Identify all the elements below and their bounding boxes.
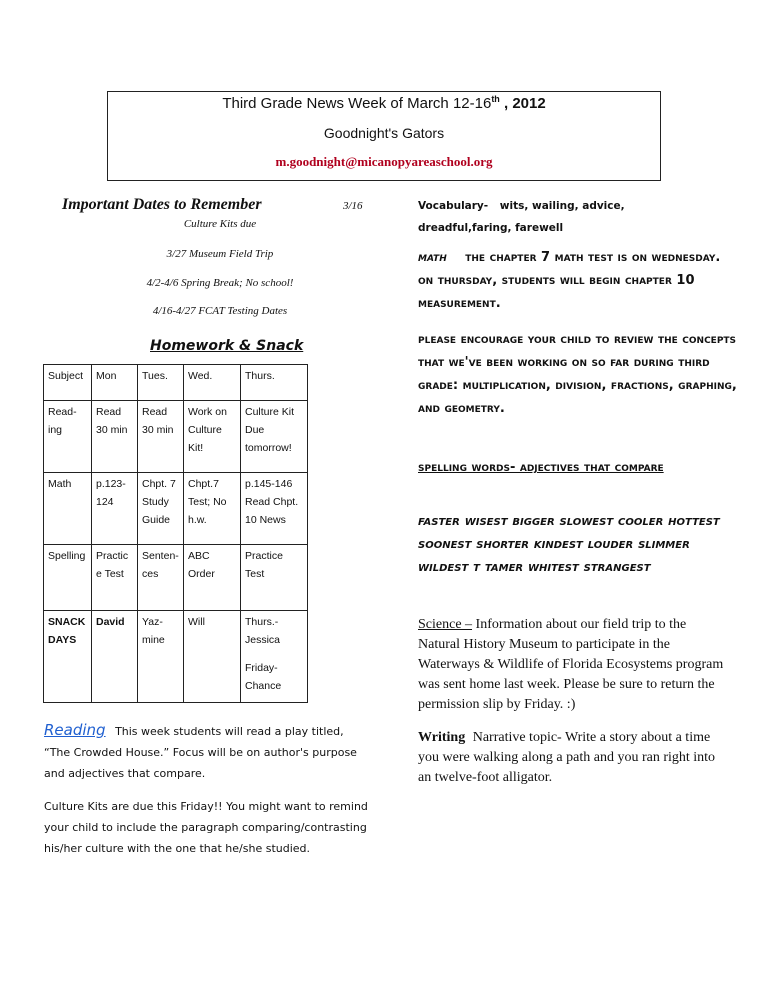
writing-label: Writing [418,730,466,745]
date-item-spring-break: 4/2-4/6 Spring Break; No school! [146,277,294,289]
vocabulary-label: Vocabulary- [418,200,489,212]
snack-thursday: Thurs.- Jessica [245,616,281,646]
table-cell: Read 30 min [138,401,184,473]
table-cell: Yaz-mine [138,611,184,703]
table-cell: p.123-124 [92,473,138,545]
table-row [44,401,308,473]
science-label: Science – [418,617,473,632]
table-cell: Practice Test [241,545,308,611]
date-item-culture-kits: Culture Kits due [183,218,257,230]
table-cell: SNACK DAYS [44,611,92,703]
snack-friday: Friday- Chance [245,662,282,692]
title-superscript: th [491,94,500,104]
table-cell: p.145-146 Read Chpt. 10 News [241,473,308,545]
teacher-email[interactable]: m.goodnight@micanopyareaschool.org [275,154,493,169]
table-row [44,545,308,611]
date-item-fcat: 4/16-4/27 FCAT Testing Dates [152,305,288,317]
table-row [44,473,308,545]
math-text: the chapter 7 math test is on wednesday. on thursday, students will begin chapter 10 measurement. [418,250,721,311]
encourage-paragraph: please encourage your child to review the concepts that we've been working on so far during third grade: multiplication, division, fractions, graphing, and geometry. [418,332,737,416]
homework-table [43,364,308,703]
math-label: math [418,250,447,265]
table-cell: David [92,611,138,703]
header-cell: Wed. [184,365,241,401]
spelling-title: spelling words- adjectives that compare [418,460,664,475]
title-year: , 2012 [499,95,546,112]
table-cell: Work on Culture Kit! [184,401,241,473]
newsletter-title [108,94,660,112]
table-cell: Senten-ces [138,545,184,611]
header-cell: Tues. [138,365,184,401]
reading-label: Reading [44,721,106,739]
table-cell: Culture Kit Due tomorrow! [241,401,308,473]
table-cell: ABC Order [184,545,241,611]
vocabulary-words: wits, wailing, advice, dreadful,faring, farewell [418,200,625,234]
math-section [418,246,738,315]
table-cell: Chpt. 7 Study Guide [138,473,184,545]
reading-section [44,720,364,784]
header-cell: Thurs. [241,365,308,401]
newsletter-header [107,91,661,181]
reading-text: This week students will read a play titled, “The Crowded House.” Focus will be on author's purpose and adjectives that compare. [44,725,357,780]
writing-section [418,728,728,788]
vocabulary-section [418,195,718,239]
title-text: Third Grade News Week of March 12-16 [222,95,492,112]
culture-kits-note: Culture Kits are due this Friday!! You might want to remind your child to include the paragraph comparing/contrasting his/her culture with the one that he/she studied. [44,800,368,855]
first-date: 3/16 [343,200,363,212]
table-cell: Read-ing [44,401,92,473]
header-cell: Mon [92,365,138,401]
homework-title: Homework & Snack [150,338,304,354]
table-cell [241,611,308,703]
header-cell: Subject [44,365,92,401]
table-cell: Read 30 min [92,401,138,473]
table-cell: Math [44,473,92,545]
table-row [44,611,308,703]
science-text: Information about our field trip to the Natural History Museum to participate in the Waterways & Wildlife of Florida Ecosystems program was sent home last week. Please be sure to return the permission slip by Friday. :) [418,617,724,712]
spelling-words: faster wisest bigger slowest cooler hottest soonest shorter kindest louder slimmer wildest t tamer whitest strangest [418,513,720,575]
date-item-field-trip: 3/27 Museum Field Trip [166,248,274,260]
important-dates-title: Important Dates to Remember [62,196,262,213]
class-name: Goodnight's Gators [323,125,445,141]
table-header-row [44,365,308,401]
writing-text: Narrative topic- Write a story about a time you were walking along a path and you ran right into an twelve-foot alligator. [418,730,716,785]
table-cell: Spelling [44,545,92,611]
table-cell: Chpt.7 Test; No h.w. [184,473,241,545]
table-cell: Practic e Test [92,545,138,611]
table-cell: Will [184,611,241,703]
science-section [418,615,728,715]
